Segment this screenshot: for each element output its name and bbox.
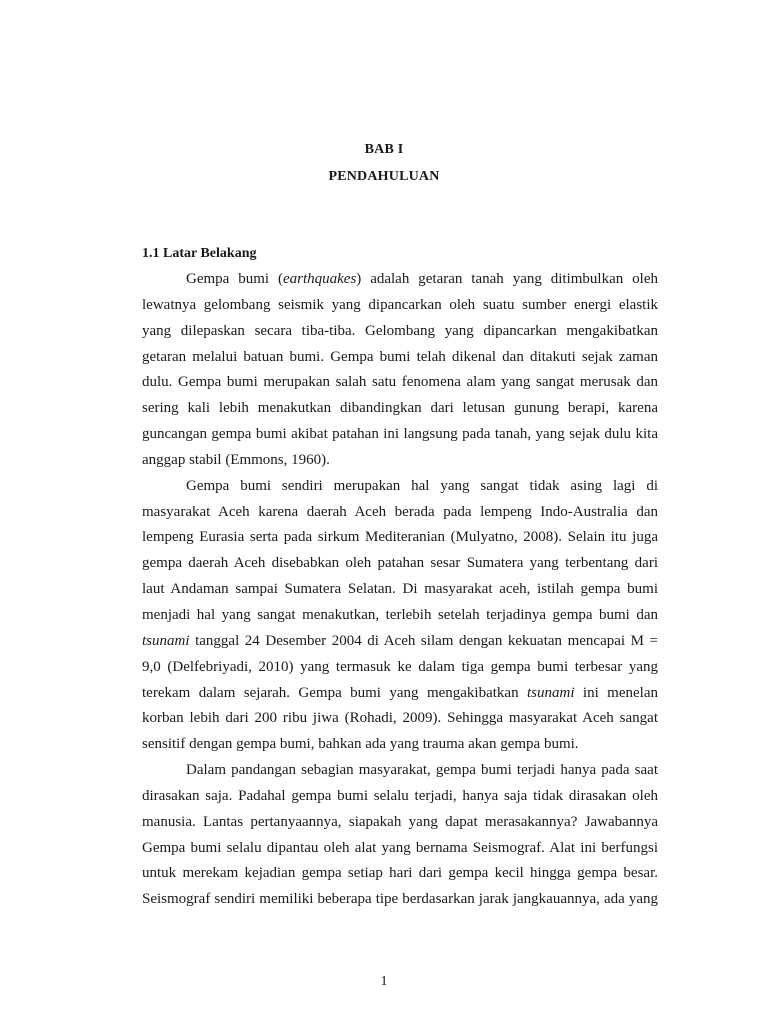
paragraph-line: Gempa bumi (earthquakes) adalah getaran tanah yang ditimbulkan oleh: [186, 271, 658, 287]
paragraph-line: yang dilepaskan secara tiba-tiba. Gelombang yang dipancarkan mengakibatkan: [142, 322, 658, 339]
section-heading: 1.1 Latar Belakang: [142, 246, 257, 261]
paragraph-line: sering kali lebih menakutkan dibandingkan dari letusan gunung berapi, karena: [142, 400, 658, 417]
paragraph-line: lewatnya gelombang seismik yang dipancarkan oleh suatu sumber energi elastik: [142, 296, 658, 313]
paragraph-line: korban lebih dari 200 ribu jiwa (Rohadi, 2009). Sehingga masyarakat Aceh sangat: [142, 710, 658, 727]
paragraphs: [142, 267, 658, 913]
paragraph: [142, 267, 658, 474]
paragraph-line: guncangan gempa bumi akibat patahan ini langsung pada tanah, yang sejak dulu kita: [142, 426, 658, 443]
italic-term: tsunami: [527, 684, 575, 701]
paragraph-line: Gempa bumi selalu dipantau oleh alat yang bernama Seismograf. Alat ini berfungsi: [142, 839, 658, 856]
paragraph-line: terekam dalam sejarah. Gempa bumi yang mengakibatkan tsunami ini menelan: [142, 684, 658, 701]
paragraph-line: dirasakan saja. Padahal gempa bumi selalu terjadi, hanya saja tidak dirasakan oleh: [142, 787, 658, 804]
paragraph-line: laut Andaman sampai Sumatera Selatan. Di masyarakat aceh, istilah gempa bumi: [142, 581, 658, 598]
chapter-title: PENDAHULUAN: [328, 169, 440, 184]
paragraph-line: Seismograf sendiri memiliki beberapa tipe berdasarkan jarak jangkauannya, ada yang: [142, 891, 658, 908]
paragraph-line: Gempa bumi sendiri merupakan hal yang sangat tidak asing lagi di: [186, 477, 658, 494]
page-number: 1: [380, 974, 388, 989]
paragraph-line: getaran melalui batuan bumi. Gempa bumi telah dikenal dan ditakuti sejak zaman: [142, 348, 658, 365]
paragraph: [142, 474, 658, 758]
paragraph-line: menjadi hal yang sangat menakutkan, terlebih setelah terjadinya gempa bumi dan: [142, 606, 658, 623]
paragraph: [142, 758, 658, 913]
paragraph-line: dulu. Gempa bumi merupakan salah satu fenomena alam yang sangat merusak dan: [142, 374, 658, 391]
paragraph-line: manusia. Lantas pertanyaannya, siapakah yang dapat merasakannya? Jawabannya: [142, 813, 658, 830]
paragraph-line: masyarakat Aceh karena daerah Aceh berada pada lempeng Indo-Australia dan: [142, 503, 658, 520]
paragraph-line: sensitif dengan gempa bumi, bahkan ada yang trauma akan gempa bumi.: [142, 736, 579, 753]
paragraph-line: gempa daerah Aceh disebabkan oleh patahan sesar Sumatera yang terbentang dari: [142, 555, 658, 572]
paragraph-line: 9,0 (Delfebriyadi, 2010) yang termasuk ke dalam tiga gempa bumi terbesar yang: [142, 658, 658, 675]
paragraph-line: anggap stabil (Emmons, 1960).: [142, 451, 330, 468]
paragraph-line: lempeng Eurasia serta pada sirkum Mediteranian (Mulyatno, 2008). Selain itu juga: [142, 529, 658, 546]
body-text: [142, 240, 658, 913]
italic-term: earthquakes: [282, 271, 357, 287]
chapter-number: BAB I: [364, 142, 404, 157]
paragraph-line: untuk merekam kejadian gempa setiap hari dari gempa kecil hingga gempa besar.: [142, 865, 658, 882]
paragraph-line: tsunami tanggal 24 Desember 2004 di Aceh silam dengan kekuatan mencapai M =: [142, 632, 658, 649]
paragraph-line: Dalam pandangan sebagian masyarakat, gempa bumi terjadi hanya pada saat: [186, 762, 658, 779]
italic-term: tsunami: [142, 632, 190, 649]
